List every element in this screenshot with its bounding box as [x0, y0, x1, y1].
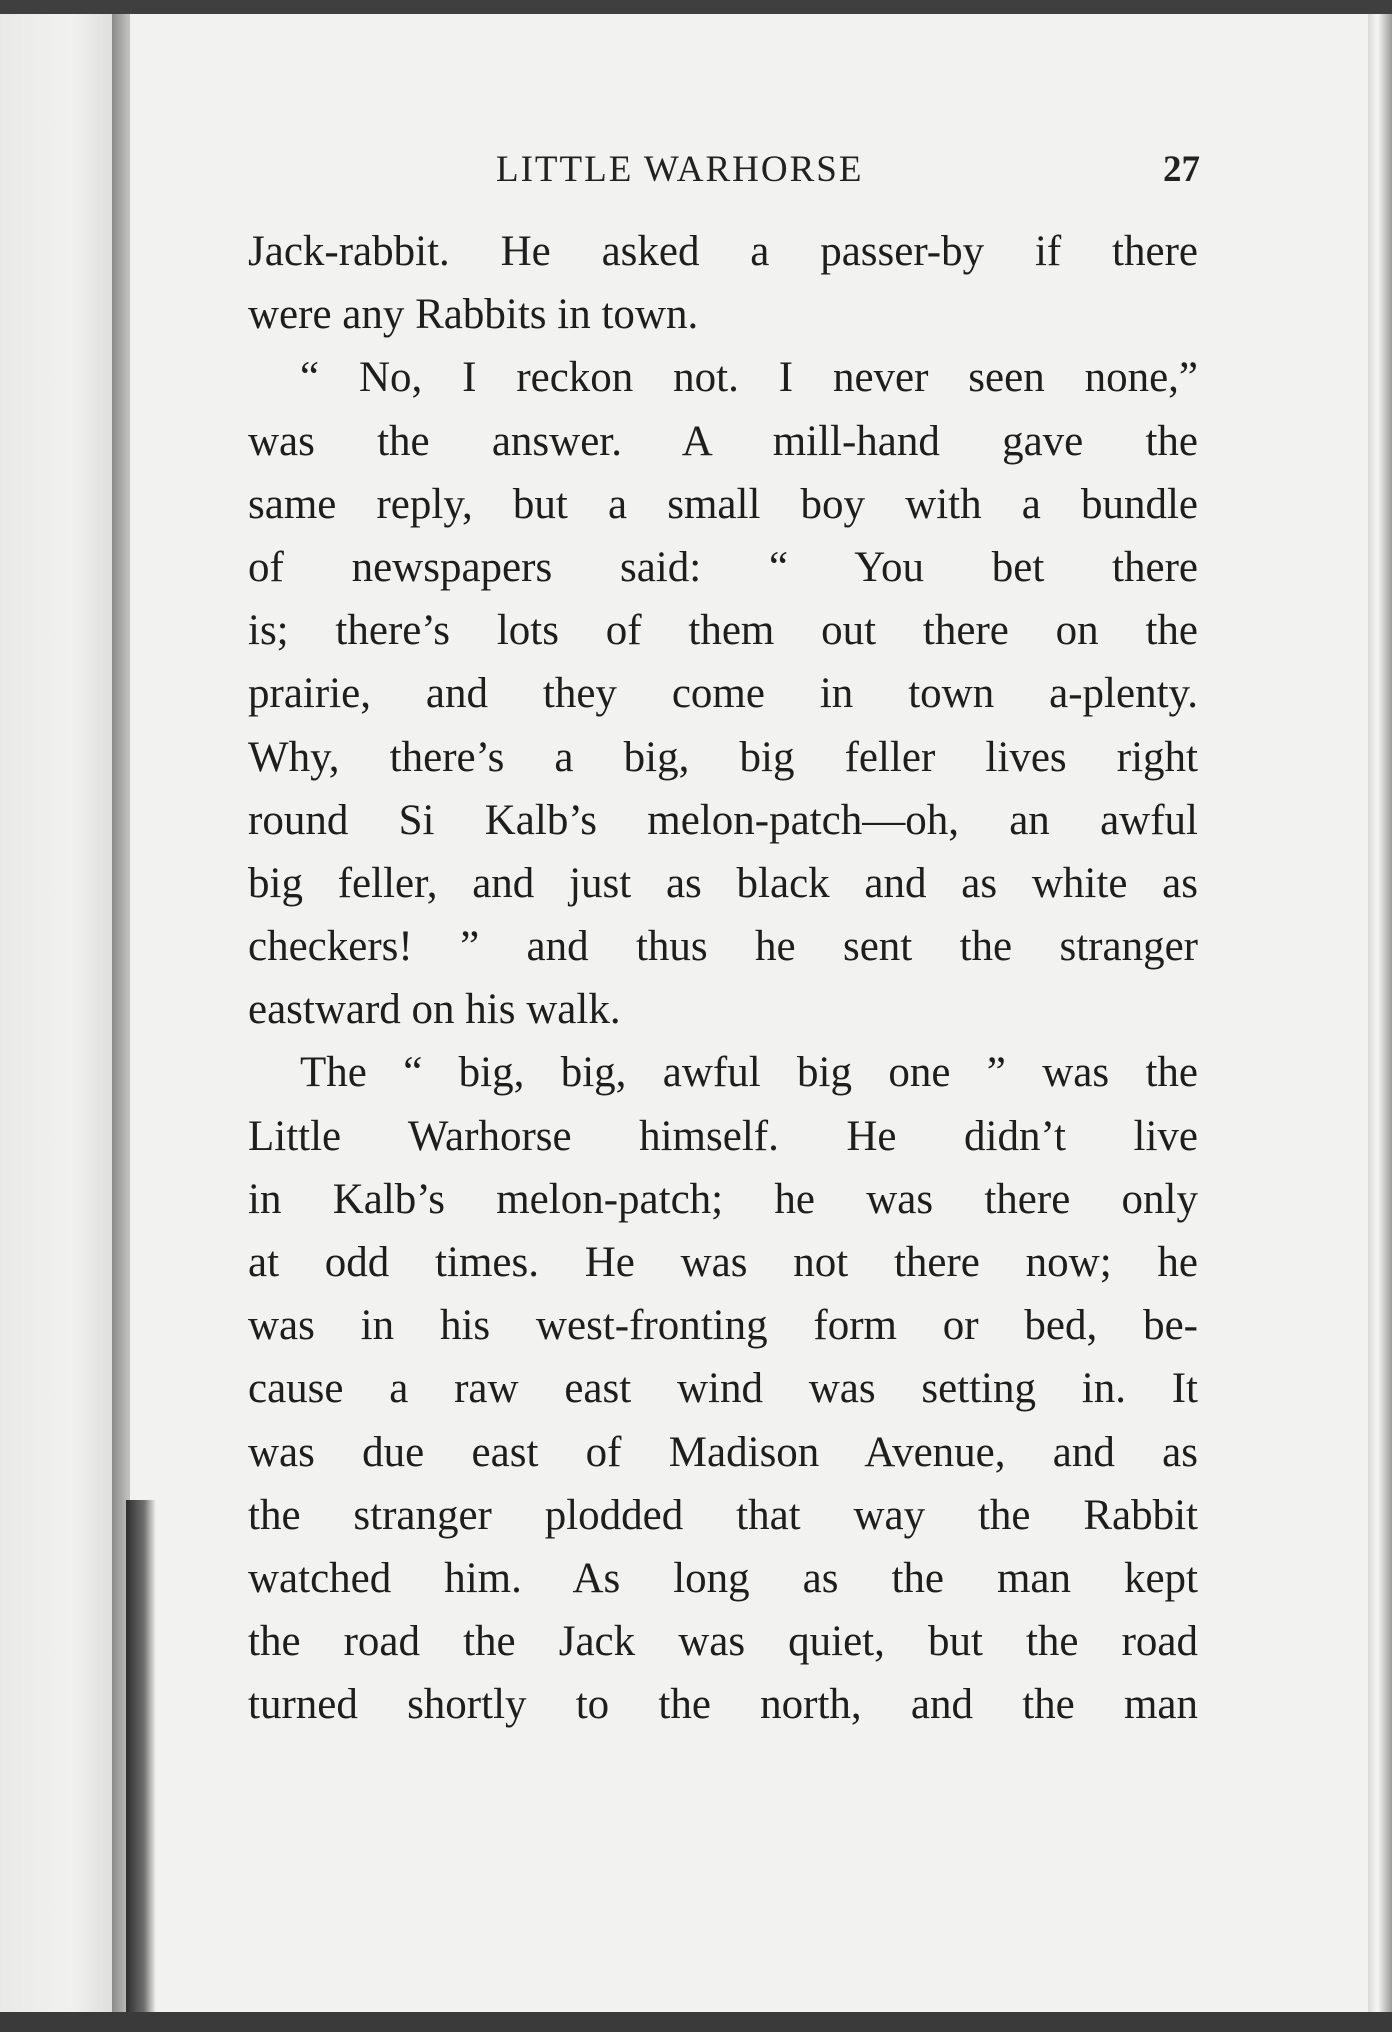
text-line: Why, there’s a big, big feller lives right: [248, 733, 1198, 781]
text-line: is; there’s lots of them out there on the: [248, 607, 1198, 655]
previous-page-edge: [0, 14, 118, 2018]
text-line: turned shortly to the north, and the man: [248, 1681, 1198, 1729]
text-line: eastward on his walk.: [248, 986, 621, 1034]
page-bottom-edge: [0, 2012, 1392, 2032]
text-line: watched him. As long as the man kept: [248, 1554, 1198, 1602]
text-line: Jack-rabbit. He asked a passer-by if there: [248, 228, 1198, 275]
text-line: checkers! ” and thus he sent the stranger: [248, 923, 1198, 971]
text-line: big feller, and just as black and as white as: [248, 859, 1198, 907]
text-line: was in his west-fronting form or bed, be-: [248, 1302, 1198, 1350]
text-line: round Si Kalb’s melon-patch—oh, an awful: [248, 796, 1198, 844]
body-text: [248, 220, 1198, 1737]
text-line: “ No, I reckon not. I never seen none,”: [300, 354, 1198, 402]
text-line: of newspapers said: “ You bet there: [248, 543, 1198, 591]
gutter-shadow: [126, 1500, 156, 2015]
text-line: in Kalb’s melon-patch; he was there only: [248, 1175, 1198, 1223]
page-number: 27: [1163, 149, 1200, 190]
text-line: cause a raw east wind was setting in. It: [248, 1365, 1198, 1413]
running-title: LITTLE WARHORSE: [496, 149, 864, 190]
text-line: at odd times. He was not there now; he: [248, 1239, 1198, 1286]
text-line: the road the Jack was quiet, but the road: [248, 1618, 1198, 1666]
text-line: were any Rabbits in town.: [248, 291, 699, 339]
text-line: The “ big, big, awful big one ” was the: [300, 1049, 1198, 1097]
page-right-edge: [1368, 14, 1392, 2018]
running-head: [250, 140, 1200, 200]
text-line: the stranger plodded that way the Rabbit: [248, 1491, 1198, 1539]
text-line: prairie, and they come in town a-plenty.: [248, 670, 1198, 718]
text-line: was due east of Madison Avenue, and as: [248, 1428, 1198, 1476]
text-line: same reply, but a small boy with a bundle: [248, 480, 1198, 528]
text-line: Little Warhorse himself. He didn’t live: [248, 1112, 1198, 1160]
text-line: was the answer. A mill-hand gave the: [248, 417, 1198, 465]
